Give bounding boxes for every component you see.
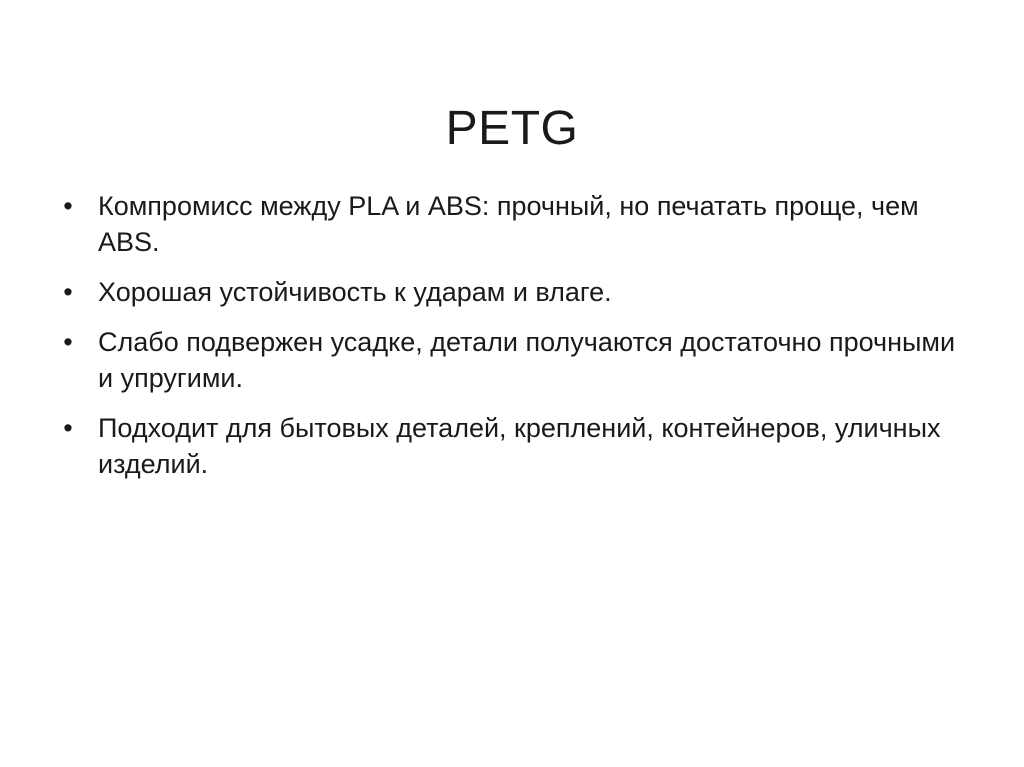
list-item — [56, 188, 976, 260]
bullet-text: Слабо подвержен усадке, детали получаются достаточно прочными и упругими. — [98, 327, 956, 393]
bullet-marker: • — [63, 413, 73, 443]
list-item — [56, 274, 976, 310]
list-item — [56, 410, 976, 482]
bullet-marker: • — [63, 277, 73, 307]
bullet-text: Компромисс между PLA и ABS: прочный, но печатать проще, чем ABS. — [98, 191, 919, 257]
bullet-text: Хорошая устойчивость к ударам и влаге. — [98, 277, 612, 307]
slide-title: PETG — [445, 102, 579, 156]
bullet-list — [56, 188, 976, 496]
list-item — [56, 324, 976, 396]
bullet-marker: • — [63, 191, 73, 221]
bullet-marker: • — [63, 327, 73, 357]
bullet-text: Подходит для бытовых деталей, креплений, контейнеров, уличных изделий. — [98, 413, 941, 479]
